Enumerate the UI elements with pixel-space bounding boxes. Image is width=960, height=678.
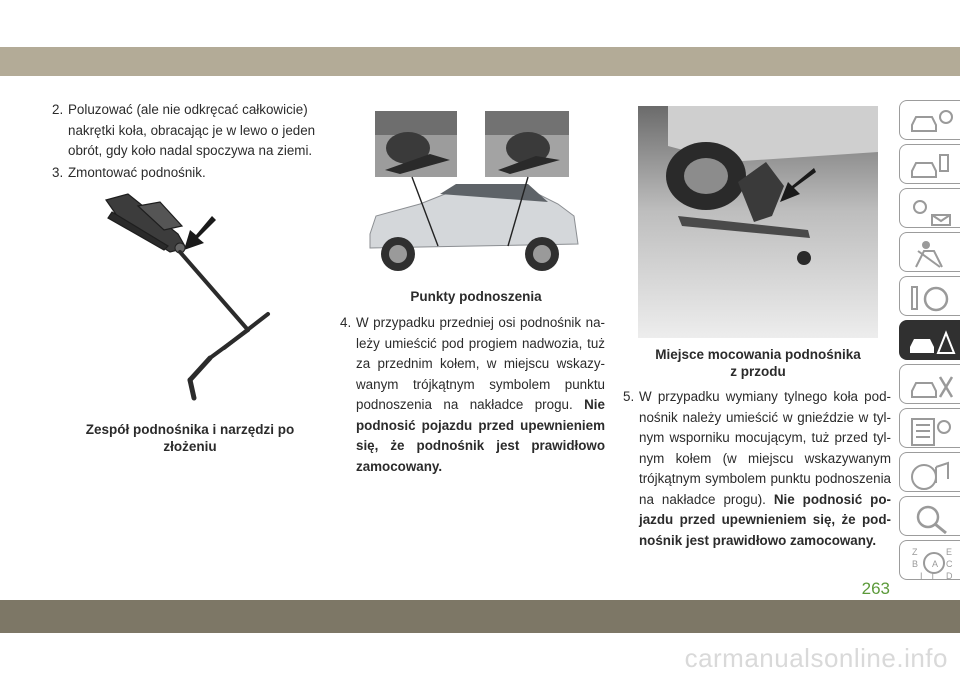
chapter-tab[interactable] [899,540,960,580]
step-warning: Nie podnosić pojazdu przed upewnieniem się, że podnośnik jest prawidłowo zamocowany. [356,397,605,474]
car-service-icon [906,369,956,405]
chapter-tab[interactable] [899,100,960,140]
caption-front-jack-location [628,346,888,380]
specifications-icon [906,413,956,449]
car-info-icon [906,105,956,141]
step-text: W przypadku przedniej osi podnośnik należy umieścić pod progiem nadwozia, tuż za przednim kołem, w miejscu wskazywanym trójkątnym symbolem punktu podnoszenia na nakładce progu. [356,315,605,412]
watermark: carmanualsonline.info [684,643,948,673]
step-number: 5. [623,389,635,404]
svg-text:T: T [930,571,936,581]
lifting-points-image [360,108,592,284]
safety-belt-icon [906,237,956,273]
chapter-tab[interactable] [899,144,960,184]
car-emergency-icon [906,325,956,361]
caption-lifting-points: Punkty podnoszenia [410,289,542,304]
step-5 [623,387,891,551]
step-3 [52,163,327,184]
front-jack-location-image [638,106,878,338]
svg-text:I: I [920,571,923,581]
step-2 [52,100,327,162]
svg-text:B: B [912,559,919,569]
svg-text:C: C [946,559,953,569]
chapter-tab[interactable] [899,364,960,404]
footer-band [0,600,960,633]
warning-lights-icon [906,193,956,229]
page-number: 263 [861,579,890,598]
header-band [0,47,960,76]
chapter-tab[interactable] [899,496,960,536]
chapter-tab[interactable] [899,232,960,272]
caption-line: Miejsce mocowania podnośnika [655,347,861,362]
step-text: Zmontować podnośnik. [68,165,206,180]
jack-assembly-image [98,190,278,410]
step-warning: Nie podnosić pojazdu przed upewnieniem się, że podnośnik jest prawidłowo zamocowany. [639,491,891,548]
step-number: 4. [340,315,352,330]
svg-text:D: D [946,571,953,581]
step-number: 3. [52,165,64,180]
step-text-wrapper [639,387,891,551]
multimedia-icon [906,457,956,493]
step-number: 2. [52,102,64,117]
step-text: Poluzować (ale nie odkręcać całkowicie) nakrętki koła, obracając je w lewo o jeden obrót, gdy koło nadal spoczywa na ziemi. [68,102,316,158]
arrow-icon [184,216,216,250]
chapter-tab[interactable] [899,408,960,448]
chapter-tab[interactable] [899,188,960,228]
car-fuel-info-icon [906,149,956,185]
step-4 [340,313,605,477]
caption-line: Zespół podnośnika i narzędzi po [85,422,295,437]
steering-wheel-start-icon [906,281,956,317]
chapter-tab[interactable] [899,452,960,492]
step-text: W przypadku wymiany tylnego koła podnośnik należy umieścić w gnieździe w tylnym wsporniku mocującym, tuż przed tylnym kołem (w miejscu wskazywanym trójkątnym symbolem punktu podnoszenia na nakładce progu). [639,389,891,507]
svg-text:A: A [932,559,939,569]
caption-jack-assembly [62,421,318,455]
caption-line: złożeniu [163,439,217,454]
alphabetical-index-icon [906,545,956,581]
search-icon [906,501,956,537]
chapter-tab[interactable] [899,320,960,360]
svg-text:E: E [946,547,953,557]
step-text-wrapper [356,313,605,477]
svg-text:Z: Z [912,547,918,557]
caption-line: z przodu [730,364,786,379]
chapter-tab[interactable] [899,276,960,316]
